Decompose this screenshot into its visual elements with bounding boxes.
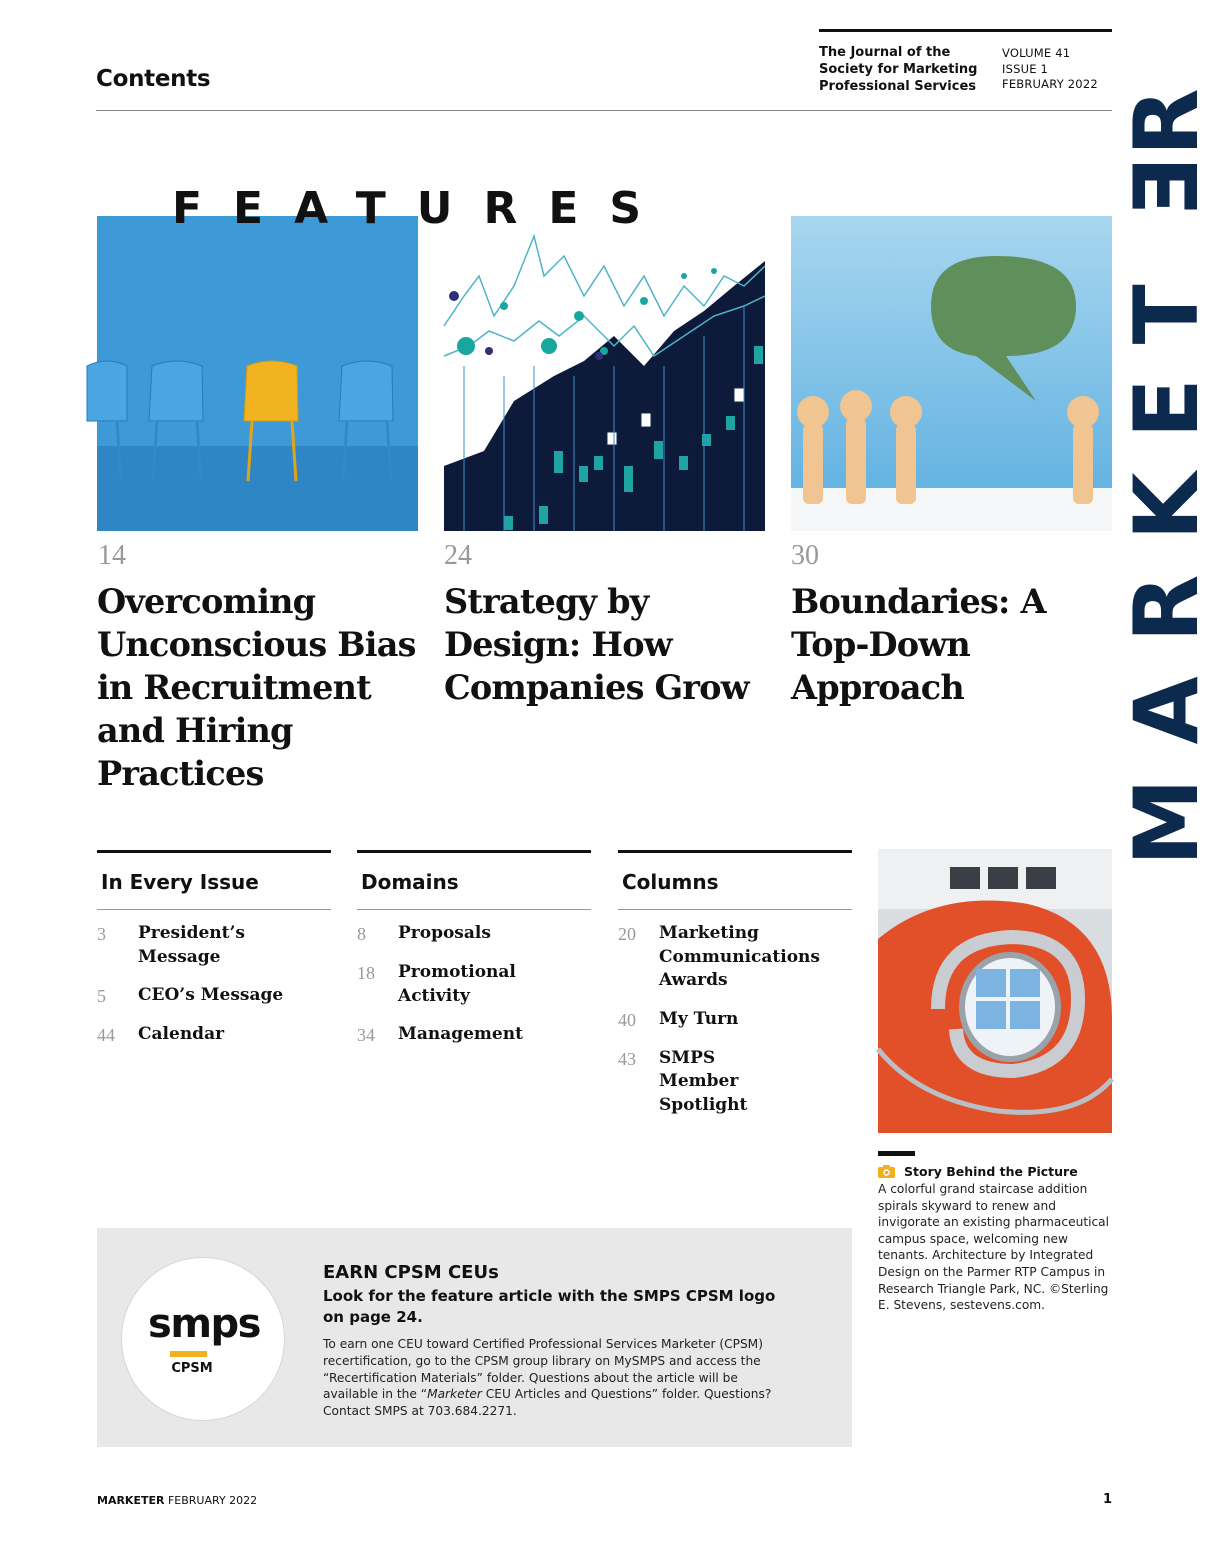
toc-page-number: 40 [618,1009,636,1030]
journal-line: The Journal of the [819,45,951,60]
toc-item[interactable] [357,1023,591,1047]
toc-item[interactable] [97,984,331,1008]
issue-date: FEBRUARY 2022 [1002,77,1098,91]
toc-page-number: 18 [357,963,375,983]
volume-label: VOLUME 41 [1002,46,1071,60]
story-caption: A colorful grand staircase addition spirals skyward to renew and invigorate an existing pharmaceutical campus space, welcoming new tenants. Architecture by Integrated Design on the Parmer RTP Campus in Research Triangle Park, NC. ©Sterling E. Stevens, sestevens.com. [878,1182,1110,1313]
masthead-letter: E [1115,344,1218,439]
footer-date: FEBRUARY 2022 [167,1494,258,1507]
page-title: Contents [96,66,211,92]
masthead-letter: R [1115,540,1218,643]
feature-page-number: 30 [791,540,819,571]
masthead-letter: M [1115,744,1218,866]
toc-label: My Turn [659,1008,739,1029]
ceu-body-text: CEU Articles and Questions” folder. Questions? Contact SMPS at 703.684.2271. [323,1387,772,1419]
issue-label: ISSUE 1 [1002,61,1049,76]
footer-page-number: 1 [1102,1492,1112,1507]
staircase-photo [878,849,1112,1133]
story-heading [878,1164,1078,1179]
feature-title-link[interactable]: Boundaries: A Top-Down Approach [791,582,1046,707]
toc-item[interactable] [618,1008,852,1032]
feature-title-link[interactable]: Strategy by Design: How Companies Grow [444,582,749,707]
logo-accent-bar [170,1351,207,1357]
section-columns [618,850,852,1132]
masthead-letter: A [1115,642,1218,745]
feature-title-link[interactable]: Overcoming Unconscious Bias in Recruitment and Hiring Practices [97,582,416,793]
ceu-subtitle: Look for the feature article with the SMPS CPSM logo on page 24. [323,1287,776,1326]
journal-line: Professional Services [819,79,976,94]
toc-list [618,910,852,1117]
feature-page-number: 24 [444,540,472,571]
toc-label: CEO’s Message [138,985,284,1005]
toc-list [357,910,591,1047]
masthead-logo [1115,46,1218,866]
feature-page-number: 14 [98,540,126,571]
toc-label: SMPS Member Spotlight [659,1047,748,1115]
toc-label: President’s Message [138,923,245,967]
toc-page-number: 44 [97,1025,115,1045]
smps-logo-word: smps [148,1301,260,1347]
masthead-letter: T [1115,250,1218,345]
toc-page-number: 3 [97,924,106,944]
toc-item[interactable] [97,922,331,969]
ceu-body-text: To earn one CEU toward Certified Professional Services Marketer (CPSM) recertification, go to the CPSM group library on MySMPS and access the “Recertification Materials” folder. Questions about the article will be available in the “ [323,1337,763,1402]
toc-page-number: 8 [357,924,366,944]
cpsm-logo-text: CPSM [171,1361,213,1376]
header-top-rule [819,29,1112,32]
section-domains [357,850,591,1062]
toc-page-number: 34 [357,1025,375,1045]
camera-icon [878,1165,895,1178]
toc-page-number: 43 [618,1048,636,1069]
toc-page-number: 5 [97,986,106,1006]
toc-label: Management [398,1024,523,1044]
section-in-every-issue [97,850,331,1062]
ceu-callout [97,1228,852,1447]
toc-item[interactable] [618,1047,852,1118]
section-heading: Columns [622,870,719,894]
section-heading: Domains [361,870,459,894]
masthead-letter-reversed: E [1115,156,1218,251]
masthead-letter: K [1115,438,1218,541]
footer-magazine: MARKETER [97,1494,165,1507]
masthead-wordmark [1115,46,1218,866]
section-heading: In Every Issue [101,870,259,894]
ceu-title: EARN CPSM CEUs [323,1262,499,1283]
journal-line: Society for Marketing [819,62,978,77]
toc-item[interactable] [618,922,852,993]
speech-bubble-figures-image[interactable] [791,216,1112,531]
header-divider [96,110,1112,111]
data-chart-image[interactable] [444,216,765,531]
story-rule [878,1151,915,1156]
toc-label: Proposals [398,923,491,943]
toc-item[interactable] [97,1023,331,1047]
masthead-letter: R [1115,54,1218,157]
smps-cpsm-logo [121,1257,285,1421]
ceu-body [323,1336,783,1420]
story-heading-text: Story Behind the Picture [904,1164,1078,1179]
toc-item[interactable] [357,922,591,946]
toc-item[interactable] [357,961,591,1008]
ceu-body-italic: Marketer [427,1387,482,1402]
toc-label: Marketing Communications Awards [659,923,820,990]
journal-name [819,44,977,95]
chairs-image[interactable] [97,216,418,531]
toc-label: Promotional Activity [398,962,516,1006]
features-heading: FEATURES [172,183,673,234]
issue-info [1002,46,1098,93]
toc-label: Calendar [138,1024,225,1044]
toc-list [97,910,331,1047]
footer-publication [97,1494,257,1507]
toc-page-number: 20 [618,924,636,944]
